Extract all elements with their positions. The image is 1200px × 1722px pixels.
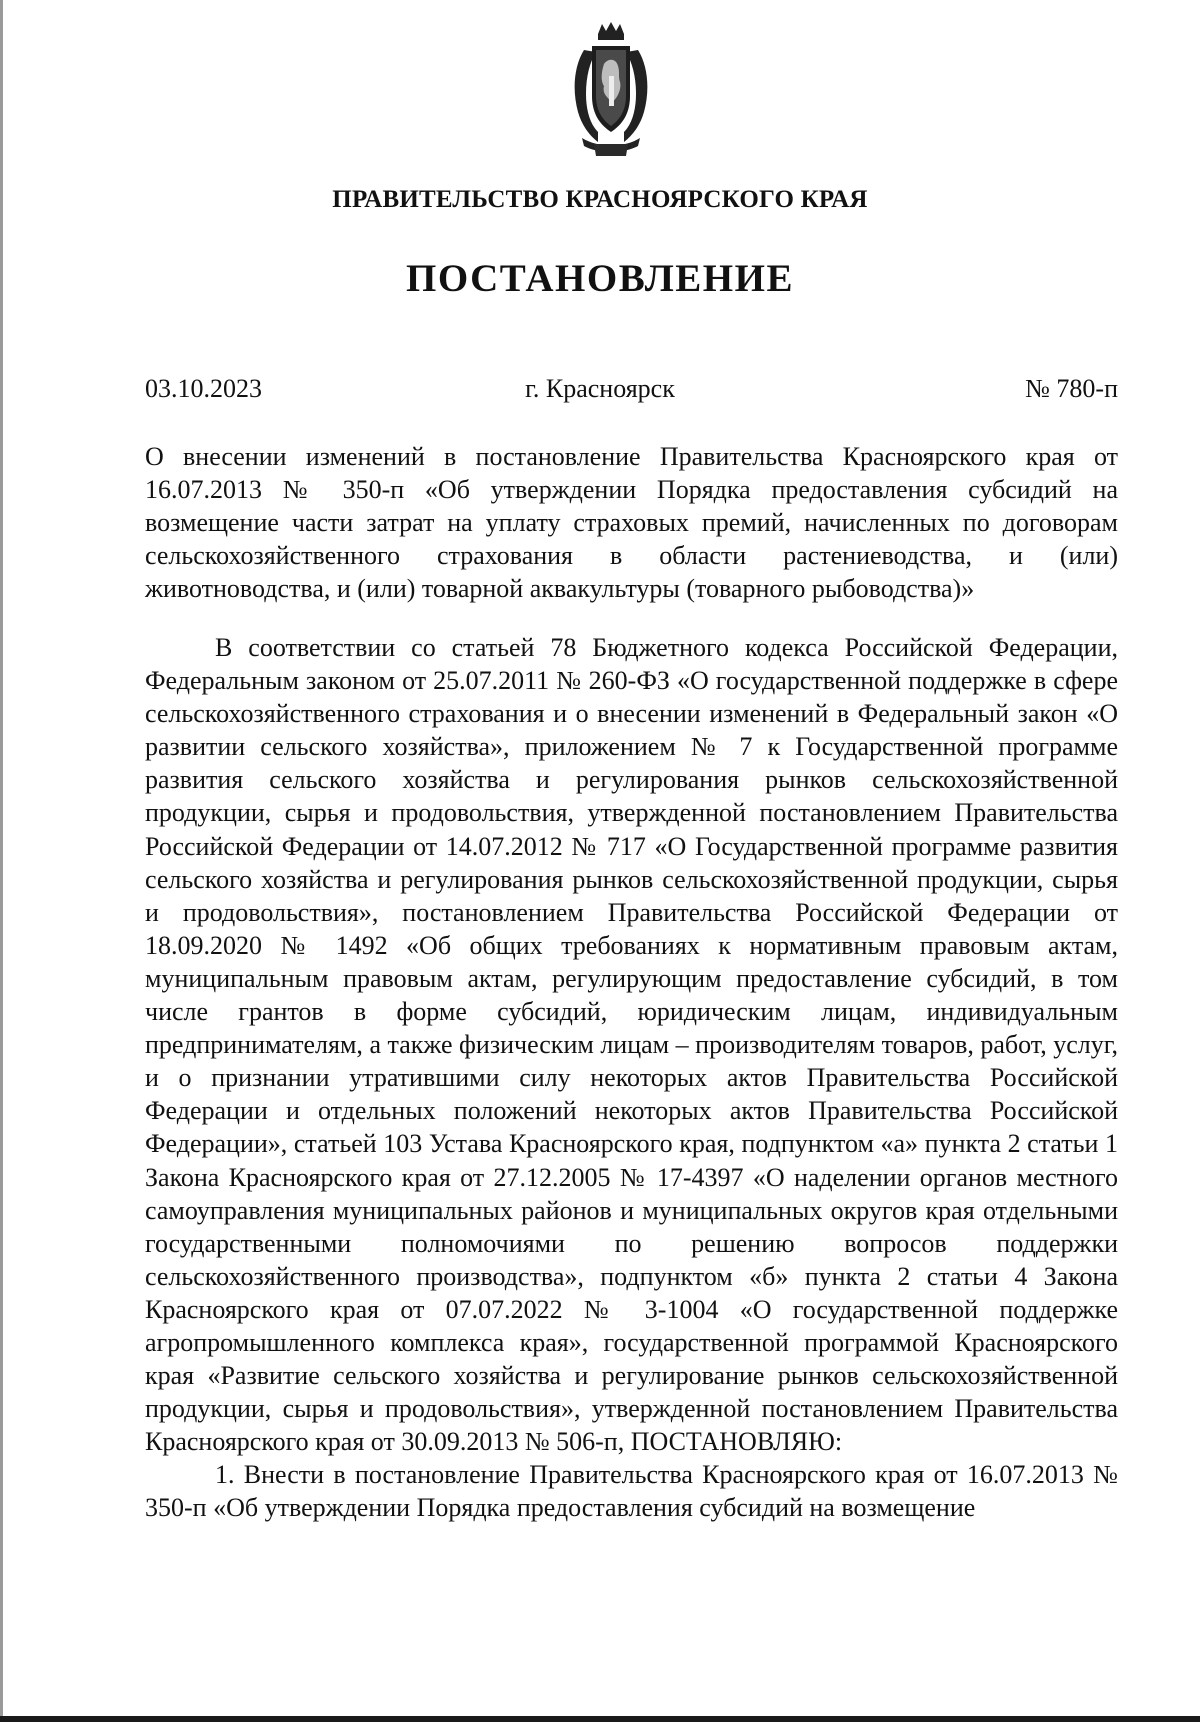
document-body xyxy=(145,631,1118,1525)
organization-title: ПРАВИТЕЛЬСТВО КРАСНОЯРСКОГО КРАЯ xyxy=(332,186,868,213)
document-subject: О внесении изменений в постановление Правительства Красноярского края от 16.07.2013 № 350-п «Об утверждении Порядка предоставления субсидий на возмещение части затрат на уплату страховых премий, начисленных по договорам сельскохозяйственного страхования в области растениеводства, и (или) животноводства, и (или) товарной аквакультуры (товарного рыбоводства)» xyxy=(145,442,1118,604)
item-1-paragraph: 1. Внести в постановление Правительства Красноярского края от 16.07.2013 № 350-п «Об утверждении Порядка предоставления субсидий на возмещение xyxy=(145,1460,1118,1523)
document-number: № 780-п xyxy=(1025,374,1118,403)
document-type-title: ПОСТАНОВЛЕНИЕ xyxy=(405,257,794,300)
document-city: г. Красноярск xyxy=(525,374,675,403)
coat-of-arms-emblem xyxy=(568,20,654,158)
document-date: 03.10.2023 xyxy=(145,374,262,403)
scan-bottom-edge xyxy=(0,1716,1200,1722)
preamble-paragraph: В соответствии со статьей 78 Бюджетного кодекса Российской Федерации, Федеральным законом от 25.07.2011 № 260-ФЗ «О государственной поддержке в сфере сельскохозяйственного страхования и о внесении изменений в Федеральный закон «О развитии сельского хозяйства», приложением № 7 к Государственной программе развития сельского хозяйства и регулирования рынков сельскохозяйственной продукции, сырья и продовольствия, утвержденной постановлением Правительства Российской Федерации от 14.07.2012 № 717 «О Государственной программе развития сельского хозяйства и регулирования рынков сельскохозяйственной продукции, сырья и продовольствия», постановлением Правительства Российской Федерации от 18.09.2020 № 1492 «Об общих требованиях к нормативным правовым актам, муниципальным правовым актам, регулирующим предоставление субсидий, в том числе грантов в форме субсидий, юридическим лицам, индивидуальным предпринимателям, а также физическим лицам – производителям товаров, работ, услуг, и о признании утратившими силу некоторых актов Правительства Российской Федерации и отдельных положений некоторых актов Правительства Российской Федерации», статьей 103 Устава Красноярского края, подпунктом «а» пункта 2 статьи 1 Закона Красноярского края от 27.12.2005 № 17-4397 «О наделении органов местного самоуправления муниципальных районов и муниципальных округов края отдельными государственными полномочиями по решению вопросов поддержки сельскохозяйственного производства», подпунктом «б» пункта 2 статьи 4 Закона Красноярского края от 07.07.2022 № 3-1004 «О государственной поддержке агропромышленного комплекса края», государственной программой Красноярского края «Развитие сельского хозяйства и регулирование рынков сельскохозяйственной продукции, сырья и продовольствия», утвержденной постановлением Правительства Красноярского края от 30.09.2013 № 506-п, ПОСТАНОВЛЯЮ: xyxy=(145,633,1118,1457)
